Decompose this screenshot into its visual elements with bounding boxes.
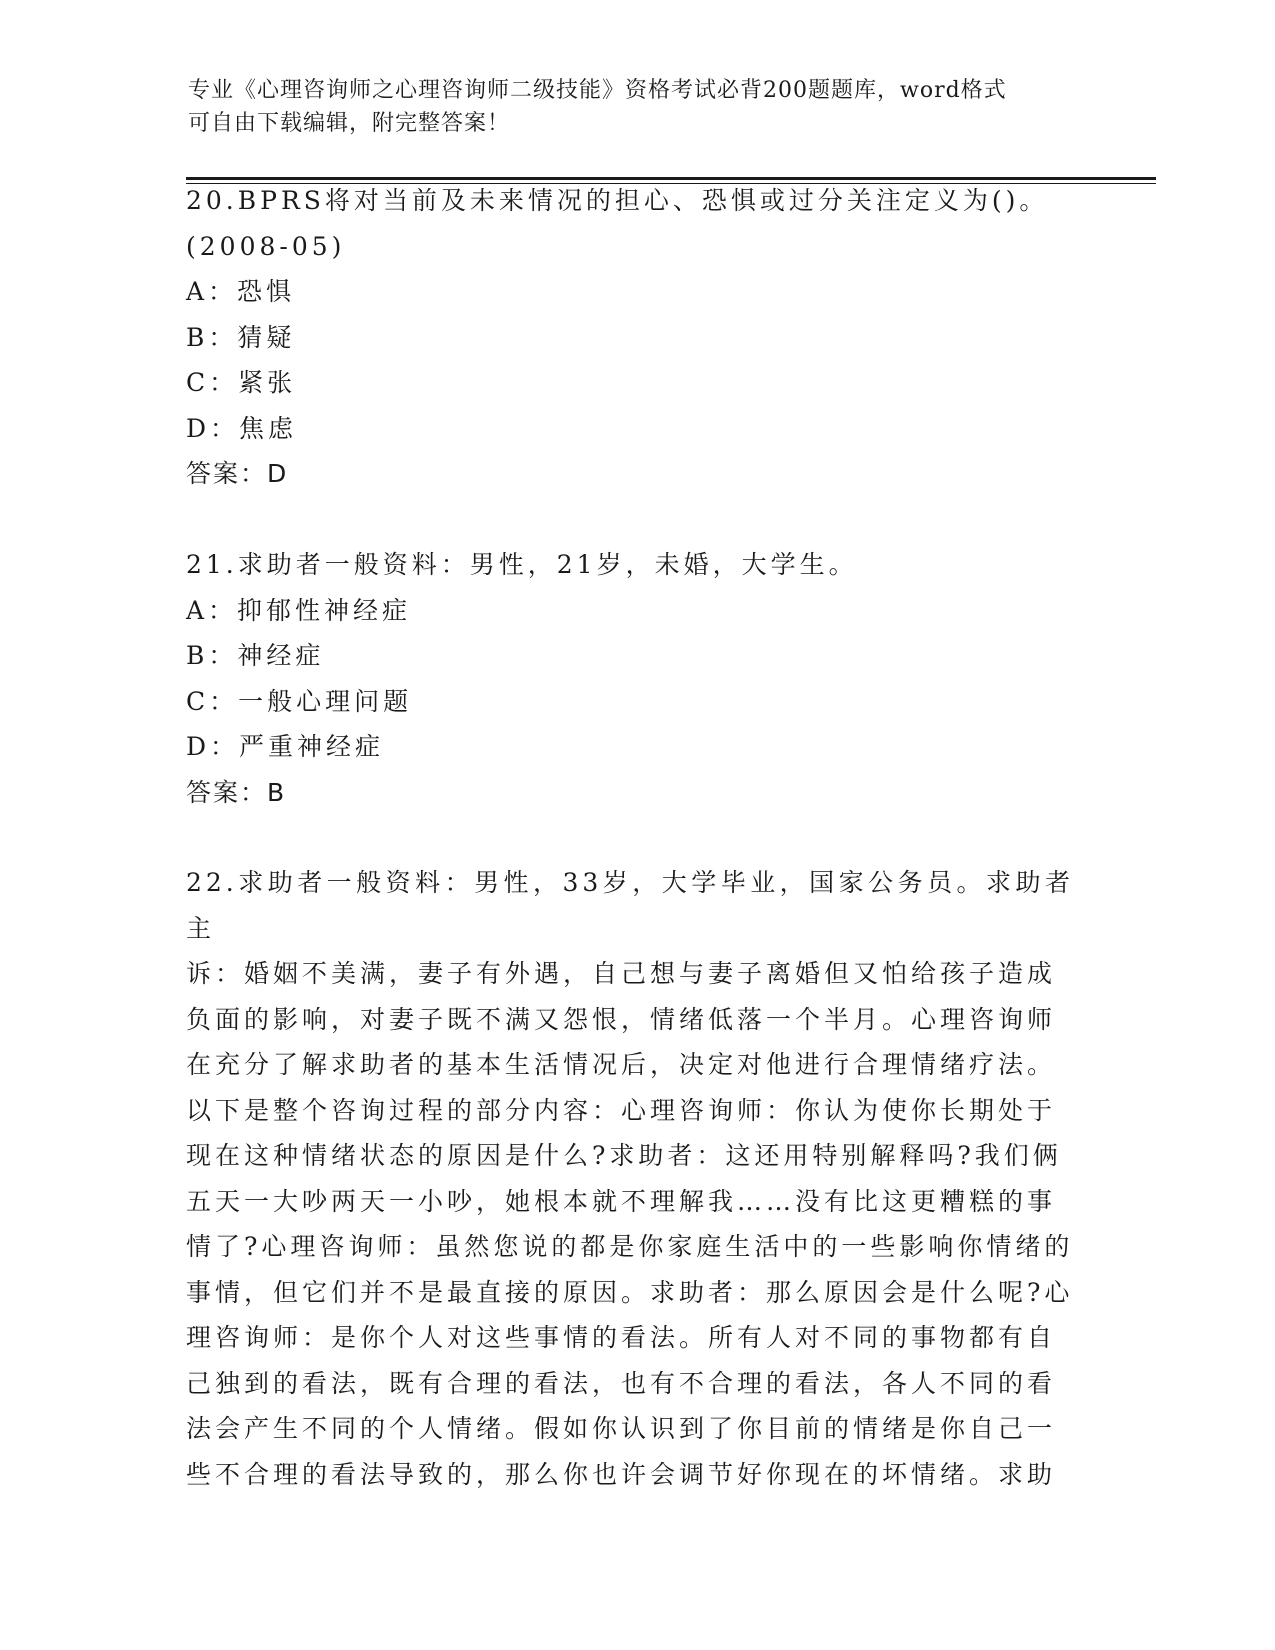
header-line-2: 可自由下载编辑，附完整答案！ [188,111,511,136]
question-stem-line: 己独到的看法，既有合理的看法，也有不合理的看法，各人不同的看 [186,1368,1057,1398]
question-20 [186,178,1086,497]
question-stem-line: 事情，但它们并不是最直接的原因。求助者：那么原因会是什么呢?心 [186,1277,1074,1307]
header-line-1: 专业《心理咨询师之心理咨询师二级技能》资格考试必背200题题库，word格式 [188,78,1007,103]
option-a: A：恐惧 [186,277,296,306]
question-stem-line: 情了?心理咨询师：虽然您说的都是你家庭生活中的一些影响你情绪的 [186,1232,1074,1261]
question-stem-line: 以下是整个咨询过程的部分内容：心理咨询师：你认为使你长期处于 [186,1095,1057,1125]
question-stem-line: 22.求助者一般资料：男性，33岁，大学毕业，国家公务员。求助者主 [186,868,1074,943]
question-21 [186,542,1086,815]
question-stem-line: 诉：婚姻不美满，妻子有外遇，自己想与妻子离婚但又怕给孩子造成 [186,959,1057,988]
option-c: C：紧张 [186,368,297,397]
option-d: D：焦虑 [186,413,298,443]
question-stem-line: 理咨询师：是你个人对这些事情的看法。所有人对不同的事物都有自 [186,1323,1057,1352]
question-22 [186,860,1074,1497]
option-a: A：抑郁性神经症 [186,595,412,625]
answer: 答案：D [186,459,289,488]
question-stem-line: 五天一大吵两天一小吵，她根本就不理解我……没有比这更糟糕的事 [186,1186,1057,1216]
question-stem-line: 法会产生不同的个人情绪。假如你认识到了你目前的情绪是你自己一 [186,1414,1057,1443]
question-stem: 20.BPRS将对当前及未来情况的担心、恐惧或过分关注定义为()。 [186,186,1049,215]
question-stem-line: 现在这种情绪状态的原因是什么?求助者：这还用特别解释吗?我们俩 [186,1141,1062,1170]
question-stem-line: 些不合理的看法导致的，那么你也许会调节好你现在的坏情绪。求助 [186,1459,1057,1489]
question-stem-date: (2008-05) [186,231,346,261]
answer: 答案：B [186,777,287,807]
question-stem: 21.求助者一般资料：男性，21岁，未婚，大学生。 [186,550,858,579]
option-d: D：严重神经症 [186,732,385,761]
question-stem-line: 在充分了解求助者的基本生活情况后，决定对他进行合理情绪疗法。 [186,1050,1057,1079]
option-b: B：猜疑 [186,322,296,352]
question-stem-line: 负面的影响，对妻子既不满又怨恨，情绪低落一个半月。心理咨询师 [186,1004,1057,1034]
option-c: C：一般心理问题 [186,686,413,716]
option-b: B：神经症 [186,641,325,670]
document-header [188,74,1068,140]
